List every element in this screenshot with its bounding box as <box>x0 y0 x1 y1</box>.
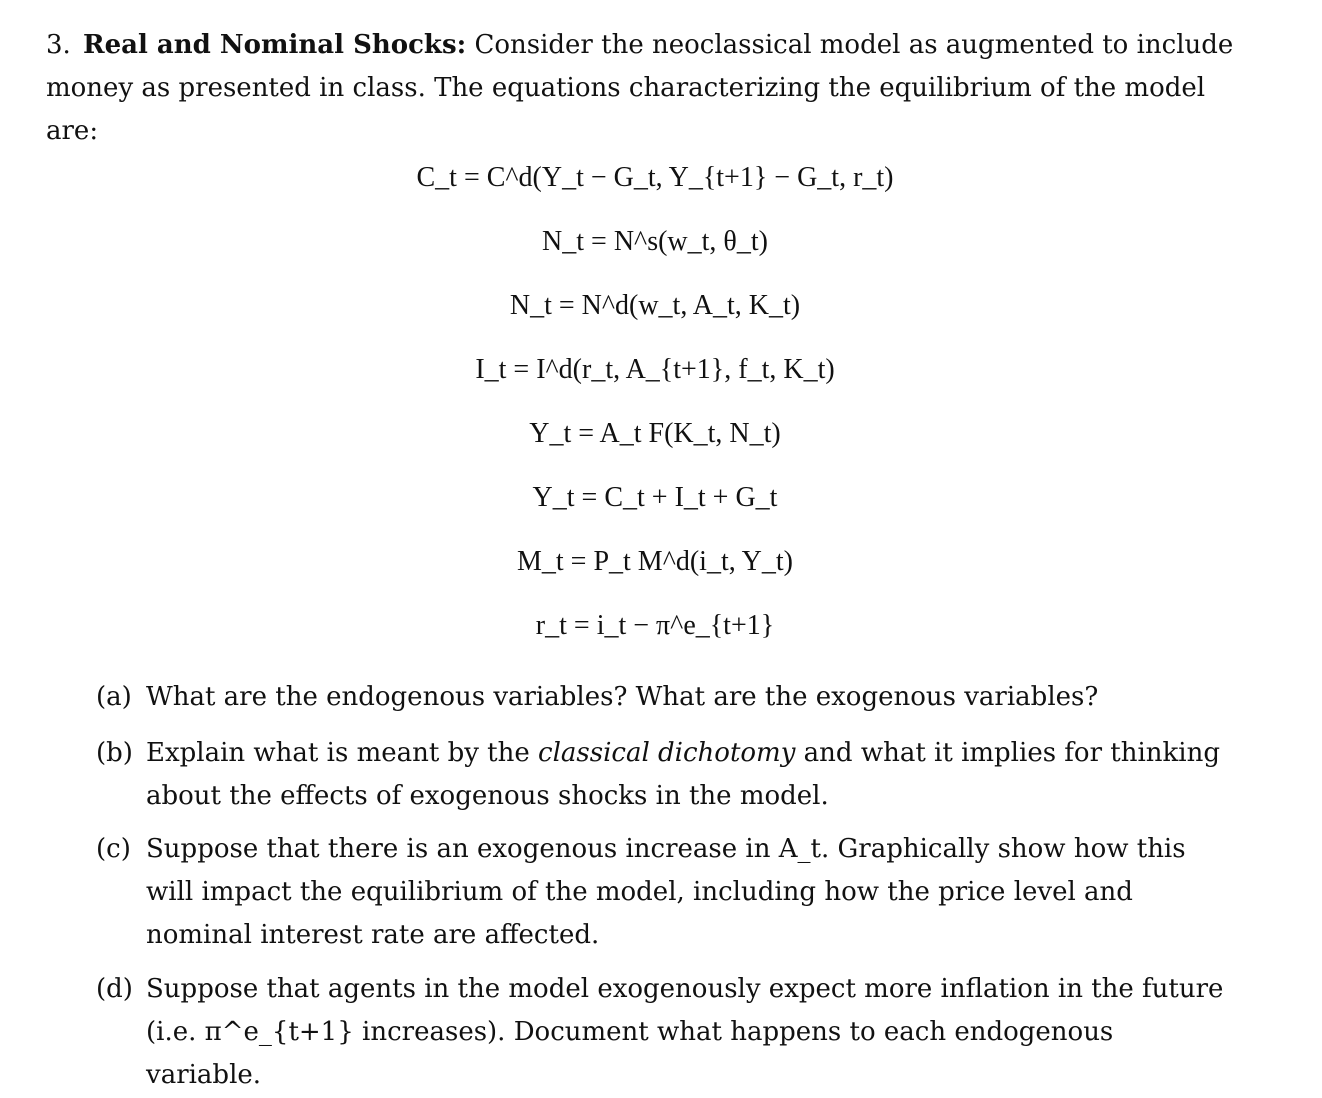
equation-3: N_t = N^d(w_t, A_t, K_t) <box>509 290 801 321</box>
equation-2: N_t = N^s(w_t, θ_t) <box>542 226 768 257</box>
part-d-math: π^e_{t+1} <box>204 1017 354 1047</box>
part-d-text-after: increases). Document what happens to each endogenous variable. <box>146 1017 1114 1090</box>
part-b-text-before: Explain what is meant by the <box>146 738 530 768</box>
part-b <box>96 732 1236 818</box>
equation-consumption <box>0 162 1310 194</box>
equation-money-demand <box>0 546 1310 578</box>
equation-8: r_t = i_t − π^e_{t+1} <box>535 610 775 641</box>
part-a <box>96 676 1236 719</box>
part-d-text <box>146 968 1236 1097</box>
equation-production <box>0 418 1310 450</box>
part-c-text <box>146 828 1236 957</box>
part-b-emphasis: classical dichotomy <box>538 738 796 768</box>
part-c-text-after: . Graphically show how this will impact the equilibrium of the model, including how the price level and nominal interest rate are affected. <box>146 834 1186 950</box>
problem-number: 3. <box>46 30 71 60</box>
part-c-label: (c) <box>96 834 131 864</box>
part-d-label: (d) <box>96 974 133 1004</box>
part-a-text: What are the endogenous variables? What are the exogenous variables? <box>146 682 1099 712</box>
equation-resource-constraint <box>0 482 1310 514</box>
equation-investment <box>0 354 1310 386</box>
part-b-text-after: and what it implies for thinking about the effects of exogenous shocks in the model. <box>146 738 1220 811</box>
equation-4: I_t = I^d(r_t, A_{t+1}, f_t, K_t) <box>475 354 835 385</box>
part-d-text-before: Suppose that agents in the model exogenously expect more inflation in the future (i.e. <box>146 974 1224 1047</box>
part-b-label: (b) <box>96 738 133 768</box>
problem-intro: Consider the neoclassical model as augmented to include money as presented in class. The equations characterizing the equilibrium of the model are: <box>46 30 1234 146</box>
equation-labor-demand <box>0 290 1310 322</box>
equation-5: Y_t = A_t F(K_t, N_t) <box>529 418 781 449</box>
equation-1: C_t = C^d(Y_t − G_t, Y_{t+1} − G_t, r_t) <box>416 162 894 193</box>
equation-6: Y_t = C_t + I_t + G_t <box>532 482 778 513</box>
part-d <box>96 968 1236 1097</box>
problem-title: Real and Nominal Shocks: <box>83 30 467 60</box>
part-c-text-before: Suppose that there is an exogenous increase in <box>146 834 771 864</box>
part-a-label: (a) <box>96 682 132 712</box>
part-c <box>96 828 1236 957</box>
equation-labor-supply <box>0 226 1310 258</box>
part-c-math: A_t <box>778 834 821 864</box>
problem-header <box>46 24 1236 153</box>
part-b-text <box>146 732 1236 818</box>
equation-7: M_t = P_t M^d(i_t, Y_t) <box>516 546 794 577</box>
equation-fisher <box>0 610 1310 642</box>
